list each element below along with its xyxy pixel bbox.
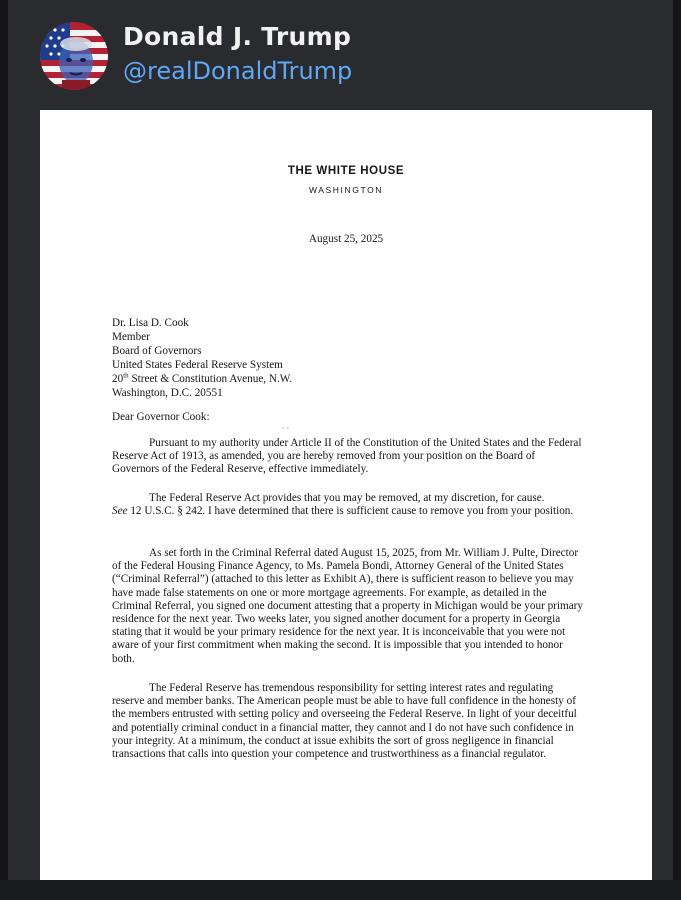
address-line: Member [112, 331, 150, 343]
street-number: 20 [112, 373, 124, 385]
avatar[interactable] [40, 22, 108, 90]
paragraph-cause-citation: 12 U.S.C. § 242. I have determined that there is sufficient cause to remove you from your position. [127, 505, 574, 518]
letterhead-subtitle: WASHINGTON [308, 185, 384, 195]
recipient-address [112, 316, 292, 400]
street-name: Street & Constitution Avenue, N.W. [128, 373, 293, 385]
flag-portrait-avatar-icon [40, 22, 108, 90]
post-header [0, 0, 681, 108]
paragraph-cause-text: The Federal Reserve Act provides that you may be removed, at my discretion, for cause. [149, 492, 545, 504]
paragraph-responsibility: The Federal Reserve has tremendous responsibility for setting interest rates and regulating reserve and member banks. The American people must be able to have full confidence in the honesty of the members entrusted with setting policy and overseeing the Federal Reserve. In light of your deceitful and potentially criminal conduct in a financial matter, they cannot and I do not have such confidence in your integrity. At a minimum, the conduct at issue exhibits the sort of gross negligence in financial transactions that calls into question your competence and trustworthiness as a financial regulator. [112, 682, 577, 761]
letter-image[interactable] [40, 110, 652, 880]
user-handle[interactable]: @realDonaldTrump [123, 57, 353, 85]
scan-artifact: ⸱ ⸱ [282, 423, 290, 433]
left-edge [0, 0, 8, 900]
display-name[interactable]: Donald J. Trump [123, 22, 352, 51]
bottom-bar [0, 880, 681, 900]
paragraph-cause [112, 492, 584, 518]
right-edge [673, 0, 681, 900]
address-line: Dr. Lisa D. Cook [112, 317, 189, 329]
letter-date: August 25, 2025 [308, 233, 384, 245]
citation-signal: See [112, 505, 128, 518]
address-line: Board of Governors [112, 345, 202, 357]
letterhead-title: THE WHITE HOUSE [287, 165, 405, 177]
address-line: United States Federal Reserve System [112, 359, 283, 371]
salutation: Dear Governor Cook: [112, 411, 210, 423]
address-line: Washington, D.C. 20551 [112, 387, 223, 399]
paragraph-referral: As set forth in the Criminal Referral dated August 15, 2025, from Mr. William J. Pulte, Director of the Federal Housing Finance Agency, to Ms. Pamela Bondi, Attorney General of the United States (“Criminal Referral”) (attached to this letter as Exhibit A), there is sufficient reason to believe you may have made false statements on one or more mortgage agreements. For example, as detailed in the Criminal Referral, you signed one document attesting that a property in Michigan would be your primary residence for the next year. Two weeks later, you signed another document for a property in Georgia stating that it would be your primary residence for the next year. It is inconceivable that you were not aware of your first commitment when making the second. It is impossible that you intended to honor both. [112, 547, 584, 665]
street-ordinal: th [123, 371, 129, 380]
address-line [112, 372, 292, 386]
paragraph-removal: Pursuant to my authority under Article II of the Constitution of the United States and the Federal Reserve Act of 1913, as amended, you are hereby removed from your position on the Board of Governors of the Federal Reserve, effective immediately. [112, 437, 582, 476]
